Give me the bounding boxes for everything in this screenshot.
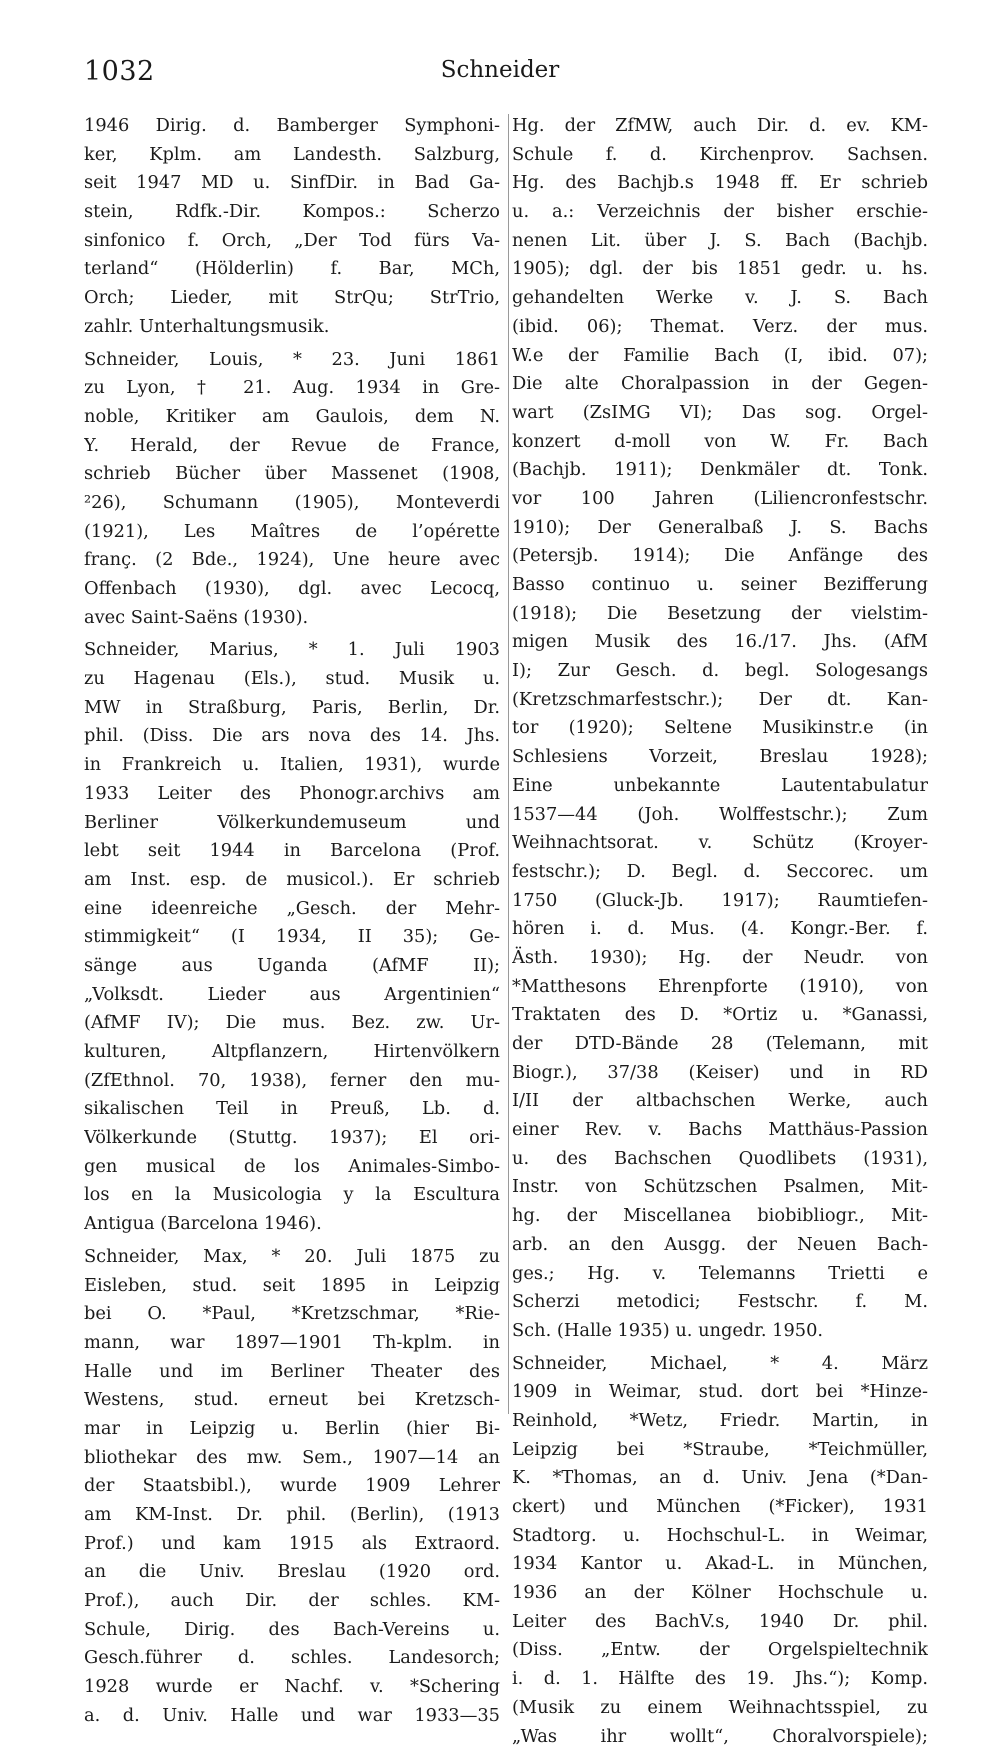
text-line: Schneider, Max, * 20. Juli 1875 zu — [84, 1243, 500, 1272]
text-line: Eine unbekannte Lautentabulatur — [512, 772, 928, 801]
text-line: terland“ (Hölderlin) f. Bar, MCh, — [84, 255, 500, 284]
text-line: ker, Kplm. am Landesth. Salzburg, — [84, 141, 500, 170]
text-line: Die alte Choralpassion in der Gegen- — [512, 370, 928, 399]
text-line: (ibid. 06); Themat. Verz. der mus. — [512, 313, 928, 342]
text-line: Reinhold, *Wetz, Friedr. Martin, in — [512, 1407, 928, 1436]
text-line: migen Musik des 16./17. Jhs. (AfM — [512, 628, 928, 657]
text-line: festschr.); D. Begl. d. Seccorec. um — [512, 858, 928, 887]
text-line: (1921), Les Maîtres de l’opérette — [84, 518, 500, 547]
text-line: Stadtorg. u. Hochschul-L. in Weimar, — [512, 1522, 928, 1551]
text-line: Scherzi metodici; Festschr. f. M. — [512, 1288, 928, 1317]
text-line: der DTD-Bände 28 (Telemann, mit — [512, 1030, 928, 1059]
text-line: mann, war 1897—1901 Th-kplm. in — [84, 1329, 500, 1358]
text-line: los en la Musicologia y la Escultura — [84, 1181, 500, 1210]
text-line: u. a.: Verzeichnis der bisher erschie- — [512, 198, 928, 227]
text-line: Hg. der ZfMW, auch Dir. d. ev. KM- — [512, 112, 928, 141]
text-line: (Diss. „Entw. der Orgelspieltechnik — [512, 1636, 928, 1665]
text-line: u. des Bachschen Quodlibets (1931), — [512, 1145, 928, 1174]
text-line: seit 1947 MD u. SinfDir. in Bad Ga- — [84, 169, 500, 198]
text-line: ckert) und München (*Ficker), 1931 — [512, 1493, 928, 1522]
text-line: hg. der Miscellanea biobibliogr., Mit- — [512, 1202, 928, 1231]
text-line: 1946 Dirig. d. Bamberger Symphoni- — [84, 112, 500, 141]
text-line: bei O. *Paul, *Kretzschmar, *Rie- — [84, 1300, 500, 1329]
column-rule — [508, 114, 509, 1414]
text-line: nenen Lit. über J. S. Bach (Bachjb. — [512, 227, 928, 256]
text-line: ²26), Schumann (1905), Monteverdi — [84, 489, 500, 518]
text-line: Berliner Völkerkundemuseum und — [84, 809, 500, 838]
text-line: konzert d-moll von W. Fr. Bach — [512, 428, 928, 457]
text-line: Instr. von Schützschen Psalmen, Mit- — [512, 1173, 928, 1202]
text-line: 1928 wurde er Nachf. v. *Schering — [84, 1673, 500, 1702]
text-line: Gesch.führer d. schles. Landesorch; — [84, 1644, 500, 1673]
text-line: K. *Thomas, an d. Univ. Jena (*Dan- — [512, 1464, 928, 1493]
text-line: Schlesiens Vorzeit, Breslau 1928); — [512, 743, 928, 772]
text-line: der Staatsbibl.), wurde 1909 Lehrer — [84, 1472, 500, 1501]
text-line: i. d. 1. Hälfte des 19. Jhs.“); Komp. — [512, 1665, 928, 1694]
text-line: 1909 in Weimar, stud. dort bei *Hinze- — [512, 1378, 928, 1407]
text-line: am Inst. esp. de musicol.). Er schrieb — [84, 866, 500, 895]
text-line: Biogr.), 37/38 (Keiser) und in RD — [512, 1059, 928, 1088]
text-line: zahlr. Unterhaltungsmusik. — [84, 313, 500, 342]
text-line: an die Univ. Breslau (1920 ord. — [84, 1558, 500, 1587]
right-column — [512, 112, 928, 1751]
text-line: I); Zur Gesch. d. begl. Sologesangs — [512, 657, 928, 686]
text-line: (Kretzschmarfestschr.); Der dt. Kan- — [512, 686, 928, 715]
text-line: (Petersjb. 1914); Die Anfänge des — [512, 542, 928, 571]
text-line: gehandelten Werke v. J. S. Bach — [512, 284, 928, 313]
text-line: Halle und im Berliner Theater des — [84, 1358, 500, 1387]
text-line: noble, Kritiker am Gaulois, dem N. — [84, 403, 500, 432]
left-column — [84, 112, 500, 1731]
text-line: Basso continuo u. seiner Bezifferung — [512, 571, 928, 600]
text-line: Schneider, Louis, * 23. Juni 1861 — [84, 346, 500, 375]
text-line: Schule, Dirig. des Bach-Vereins u. — [84, 1616, 500, 1645]
text-line: Offenbach (1930), dgl. avec Lecocq, — [84, 575, 500, 604]
text-line: 1537—44 (Joh. Wolffestschr.); Zum — [512, 801, 928, 830]
text-line: gen musical de los Animales-Simbo- — [84, 1153, 500, 1182]
text-line: „Volksdt. Lieder aus Argentinien“ — [84, 981, 500, 1010]
text-line: I/II der altbachschen Werke, auch — [512, 1087, 928, 1116]
text-line: (Musik zu einem Weihnachtsspiel, zu — [512, 1694, 928, 1723]
text-line: Orch; Lieder, mit StrQu; StrTrio, — [84, 284, 500, 313]
text-line: avec Saint-Saëns (1930). — [84, 604, 500, 633]
text-line: Antigua (Barcelona 1946). — [84, 1210, 500, 1239]
text-line: 1750 (Gluck-Jb. 1917); Raumtiefen- — [512, 887, 928, 916]
running-head: Schneider — [0, 57, 1000, 83]
text-line: Völkerkunde (Stuttg. 1937); El ori- — [84, 1124, 500, 1153]
text-line: Leipzig bei *Straube, *Teichmüller, — [512, 1436, 928, 1465]
text-line: kulturen, Altpflanzern, Hirtenvölkern — [84, 1038, 500, 1067]
text-line: Traktaten des D. *Ortiz u. *Ganassi, — [512, 1001, 928, 1030]
text-line: (Bachjb. 1911); Denkmäler dt. Tonk. — [512, 456, 928, 485]
text-line: ges.; Hg. v. Telemanns Trietti e — [512, 1260, 928, 1289]
text-line: eine ideenreiche „Gesch. der Mehr- — [84, 895, 500, 924]
text-line: lebt seit 1944 in Barcelona (Prof. — [84, 837, 500, 866]
text-line: stimmigkeit“ (I 1934, II 35); Ge- — [84, 923, 500, 952]
text-line: Y. Herald, der Revue de France, — [84, 432, 500, 461]
text-line: hören i. d. Mus. (4. Kongr.-Ber. f. — [512, 915, 928, 944]
text-line: Schneider, Michael, * 4. März — [512, 1350, 928, 1379]
text-line: 1905); dgl. der bis 1851 gedr. u. hs. — [512, 255, 928, 284]
text-line: *Matthesons Ehrenpforte (1910), von — [512, 973, 928, 1002]
text-line: sikalischen Teil in Preuß, Lb. d. — [84, 1095, 500, 1124]
text-line: Sch. (Halle 1935) u. ungedr. 1950. — [512, 1317, 928, 1346]
text-line: 1934 Kantor u. Akad-L. in München, — [512, 1550, 928, 1579]
text-line: schrieb Bücher über Massenet (1908, — [84, 460, 500, 489]
text-line: Ästh. 1930); Hg. der Neudr. von — [512, 944, 928, 973]
text-line: Prof.), auch Dir. der schles. KM- — [84, 1587, 500, 1616]
text-line: (ZfEthnol. 70, 1938), ferner den mu- — [84, 1067, 500, 1096]
text-line: zu Hagenau (Els.), stud. Musik u. — [84, 665, 500, 694]
text-line: in Frankreich u. Italien, 1931), wurde — [84, 751, 500, 780]
text-line: sinfonico f. Orch, „Der Tod fürs Va- — [84, 227, 500, 256]
page-number: 1032 — [84, 56, 155, 87]
text-line: Schneider, Marius, * 1. Juli 1903 — [84, 636, 500, 665]
text-line: Prof.) und kam 1915 als Extraord. — [84, 1530, 500, 1559]
text-line: Hg. des Bachjb.s 1948 ff. Er schrieb — [512, 169, 928, 198]
text-line: Schule f. d. Kirchenprov. Sachsen. — [512, 141, 928, 170]
text-line: „Was ihr wollt“, Choralvorspiele); — [512, 1723, 928, 1751]
text-line: 1910); Der Generalbaß J. S. Bachs — [512, 514, 928, 543]
text-line: Westens, stud. erneut bei Kretzsch- — [84, 1386, 500, 1415]
text-line: vor 100 Jahren (Liliencronfestschr. — [512, 485, 928, 514]
text-line: 1933 Leiter des Phonogr.archivs am — [84, 780, 500, 809]
text-line: am KM-Inst. Dr. phil. (Berlin), (1913 — [84, 1501, 500, 1530]
text-line: bliothekar des mw. Sem., 1907—14 an — [84, 1444, 500, 1473]
text-line: einer Rev. v. Bachs Matthäus-Passion — [512, 1116, 928, 1145]
text-line: Eisleben, stud. seit 1895 in Leipzig — [84, 1272, 500, 1301]
text-line: a. d. Univ. Halle und war 1933—35 — [84, 1702, 500, 1731]
text-line: phil. (Diss. Die ars nova des 14. Jhs. — [84, 722, 500, 751]
text-line: arb. an den Ausgg. der Neuen Bach- — [512, 1231, 928, 1260]
text-line: (1918); Die Besetzung der vielstim- — [512, 600, 928, 629]
text-line: 1936 an der Kölner Hochschule u. — [512, 1579, 928, 1608]
text-line: franç. (2 Bde., 1924), Une heure avec — [84, 546, 500, 575]
text-line: wart (ZsIMG VI); Das sog. Orgel- — [512, 399, 928, 428]
text-line: W.e der Familie Bach (I, ibid. 07); — [512, 342, 928, 371]
text-line: mar in Leipzig u. Berlin (hier Bi- — [84, 1415, 500, 1444]
text-line: Weihnachtsorat. v. Schütz (Kroyer- — [512, 829, 928, 858]
text-line: MW in Straßburg, Paris, Berlin, Dr. — [84, 694, 500, 723]
text-line: (AfMF IV); Die mus. Bez. zw. Ur- — [84, 1009, 500, 1038]
text-line: sänge aus Uganda (AfMF II); — [84, 952, 500, 981]
text-line: tor (1920); Seltene Musikinstr.e (in — [512, 714, 928, 743]
text-line: zu Lyon, † 21. Aug. 1934 in Gre- — [84, 374, 500, 403]
text-line: Leiter des BachV.s, 1940 Dr. phil. — [512, 1608, 928, 1637]
text-line: stein, Rdfk.-Dir. Kompos.: Scherzo — [84, 198, 500, 227]
